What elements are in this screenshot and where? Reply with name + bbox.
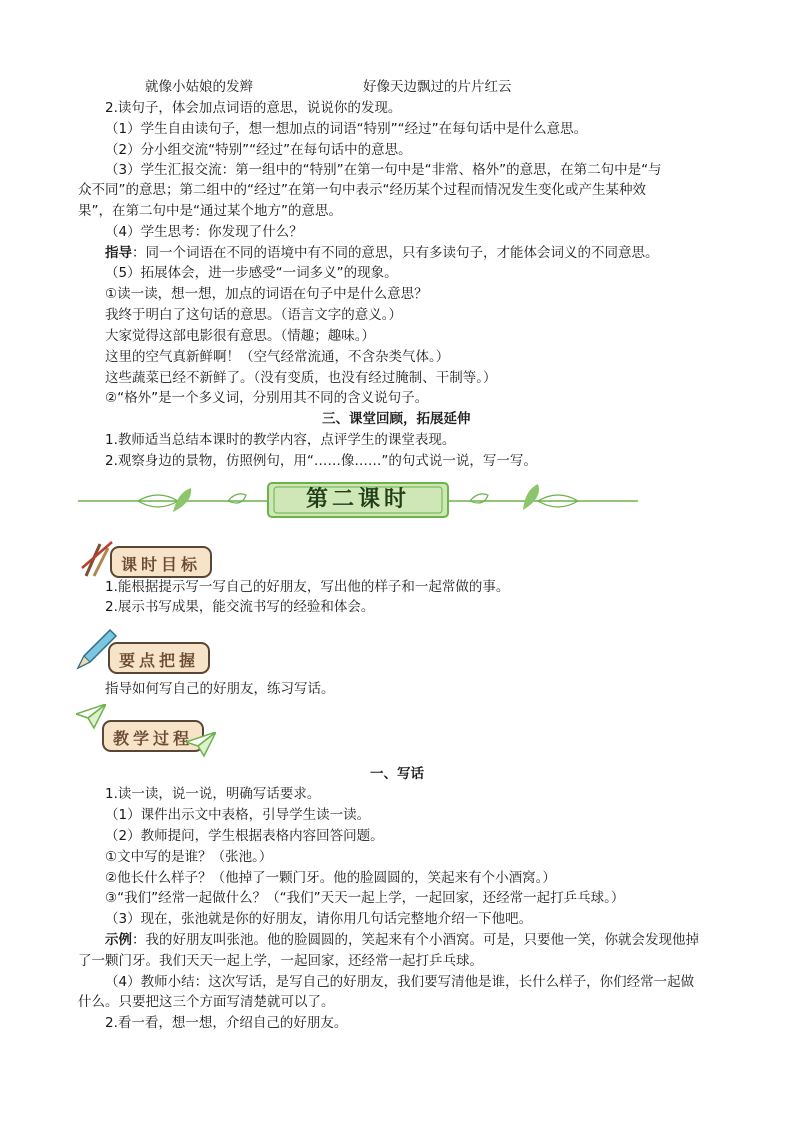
paragraph: 2.观察身边的景物，仿照例句，用“……像……”的句式说一说，写一写。	[105, 453, 537, 469]
guidance-line	[105, 244, 659, 262]
keypoints-badge-label: 要点把握	[118, 651, 199, 670]
paragraph: （4）教师小结：这次写话，是写自己的好朋友，我们要写清他是谁，长什么样子，你们经常一起做	[105, 974, 695, 990]
banner-title: 第二课时	[305, 487, 410, 512]
example-sentence: 大家觉得这部电影很有意思。（情趣；趣味。）	[105, 328, 375, 344]
paragraph: （3）学生汇报交流：第一组中的“特别”在第一句中是“非常、格外”的意思，在第二句中是“与	[105, 162, 662, 178]
example-label: 示例	[105, 932, 132, 948]
paragraph: （3）现在，张池就是你的好朋友，请你用几句话完整地介绍一下他吧。	[105, 911, 533, 927]
paragraph: 1.教师适当总结本课时的教学内容，点评学生的课堂表现。	[105, 432, 456, 448]
goal-item: 2.展示书写成果，能交流书写的经验和体会。	[105, 599, 375, 615]
paper-plane-icon	[186, 732, 216, 758]
example-phrase-right: 好像天边飘过的片片红云	[363, 79, 512, 95]
lesson-banner	[78, 480, 638, 520]
paragraph: 2.看一看，想一想，介绍自己的好朋友。	[105, 1015, 348, 1031]
section-heading: 一、写话	[370, 766, 424, 782]
process-badge	[78, 712, 213, 756]
example-sentence: 这里的空气真新鲜啊！（空气经常流通，不含杂类气体。）	[105, 349, 450, 365]
guidance-label: 指导	[105, 245, 132, 261]
paragraph: 果”，在第二句中是“通过某个地方”的意思。	[78, 203, 342, 219]
keypoint-item: 指导如何写自己的好朋友，练习写话。	[105, 681, 335, 697]
question-answer: ③“我们”经常一起做什么？（“我们”天天一起上学，一起回家，还经常一起打乒乓球。）	[105, 890, 625, 906]
question-answer: ①文中写的是谁？（张池。）	[105, 849, 273, 865]
example-sentence: 这些蔬菜已经不新鲜了。（没有变质，也没有经过腌制、干制等。）	[105, 370, 497, 386]
example-line	[105, 931, 699, 949]
example-text: ：我的好朋友叫张池。他的脸圆圆的，笑起来有个小酒窝。可是，只要他一笑，你就会发现他掉	[132, 932, 699, 948]
paragraph: （5）拓展体会，进一步感受“一词多义”的现象。	[105, 265, 398, 281]
paragraph: 了一颗门牙。我们天天一起上学，一起回家，还经常一起打乒乓球。	[78, 953, 483, 969]
keypoints-badge	[78, 636, 213, 676]
guidance-text: ：同一个词语在不同的语境中有不同的意思，只有多读句子，才能体会词义的不同意思。	[132, 245, 659, 261]
paragraph: （1）课件出示文中表格，引导学生读一读。	[105, 807, 371, 823]
paragraph: 2.读句子，体会加点词语的意思，说说你的发现。	[105, 100, 402, 116]
paragraph: ①读一读，想一想，加点的词语在句子中是什么意思？	[105, 286, 428, 302]
paragraph: 众不同”的意思；第二组中的“经过”在第一句中表示“经历某个过程而情况发生变化或产生某种效	[78, 182, 646, 198]
paragraph: （4）学生思考：你发现了什么？	[105, 224, 303, 240]
example-phrase-left: 就像小姑娘的发辫	[145, 79, 253, 95]
goal-item: 1.能根据提示写一写自己的好朋友，写出他的样子和一起常做的事。	[105, 579, 510, 595]
paragraph: ②“格外”是一个多义词，分别用其不同的含义说句子。	[105, 390, 429, 406]
process-badge-label: 教学过程	[112, 729, 193, 748]
paragraph: （1）学生自由读句子，想一想加点的词语“特别”“经过”在每句话中是什么意思。	[105, 121, 588, 137]
goals-badge-label: 课时目标	[120, 555, 201, 574]
paragraph: （2）分小组交流“特别”“经过”在每句话中的意思。	[105, 142, 412, 158]
question-answer: ②他长什么样子？（他掉了一颗门牙。他的脸圆圆的，笑起来有个小酒窝。）	[105, 870, 556, 886]
example-sentence: 我终于明白了这句话的意思。（语言文字的意义。）	[105, 307, 402, 323]
paragraph: （2）教师提问，学生根据表格内容回答问题。	[105, 828, 384, 844]
paragraph: 1.读一读，说一说，明确写话要求。	[105, 786, 321, 802]
goals-badge	[78, 540, 213, 578]
section-heading: 三、课堂回顾，拓展延伸	[322, 411, 471, 427]
paragraph: 什么。只要把这三个方面写清楚就可以了。	[78, 994, 335, 1010]
